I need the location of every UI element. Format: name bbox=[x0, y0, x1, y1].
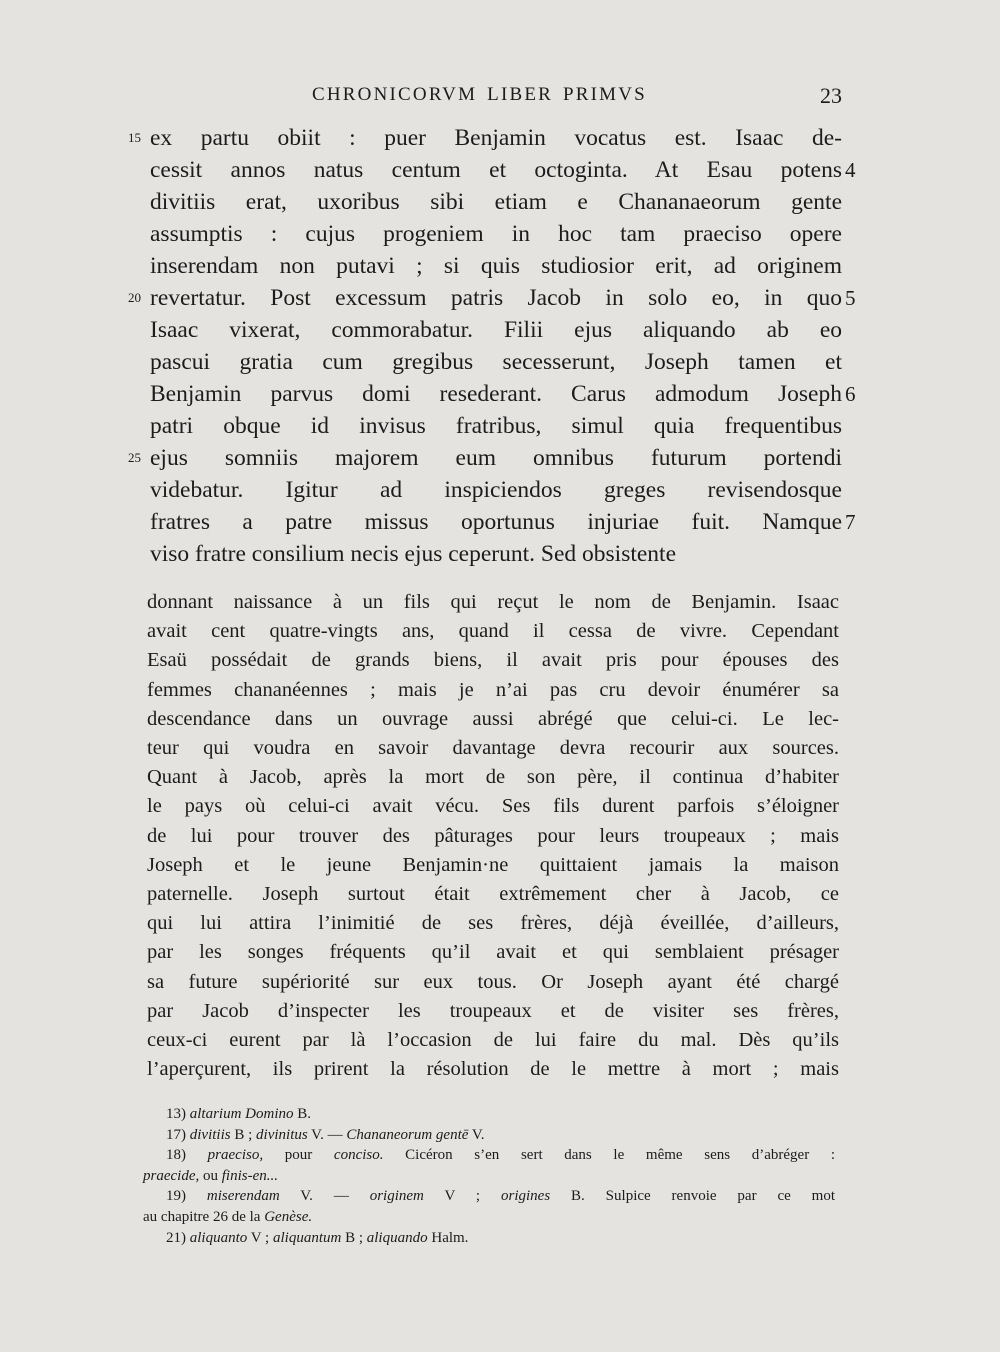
line-number: 15 bbox=[128, 130, 141, 145]
footnote-text: ou bbox=[199, 1167, 222, 1184]
footnote-ref: 13) bbox=[166, 1106, 186, 1122]
footnote-text: B. bbox=[293, 1106, 312, 1122]
footnote-italic: praeciso, bbox=[207, 1147, 264, 1164]
latin-line: patri obque id invisus fratribus, simul quia frequentibus bbox=[150, 413, 842, 439]
french-line: le pays où celui-ci avait vécu. Ses fils durent parfois s’éloigner bbox=[147, 795, 839, 818]
footnote-line bbox=[166, 1186, 835, 1207]
footnote-line bbox=[166, 1228, 835, 1249]
running-title: CHRONICORVM LIBER PRIMVS bbox=[312, 84, 647, 105]
latin-line: Isaac vixerat, commorabatur. Filii ejus aliquando ab eo bbox=[150, 317, 842, 343]
footnote-ref: 18) bbox=[166, 1147, 186, 1164]
footnote-line bbox=[166, 1104, 835, 1125]
latin-line: revertatur. Post excessum patris Jacob in solo eo, in quo bbox=[150, 285, 842, 311]
footnote-text: V ; bbox=[423, 1188, 501, 1205]
french-line: avait cent quatre-vingts ans, quand il cessa de vivre. Cependant bbox=[147, 620, 839, 643]
footnote-italic: origines bbox=[500, 1188, 551, 1205]
section-number: 4 bbox=[845, 158, 856, 182]
line-number: 20 bbox=[128, 290, 141, 305]
footnote-text: B ; bbox=[341, 1229, 367, 1246]
french-line: Esaü possédait de grands biens, il avait pris pour épouses des bbox=[147, 649, 839, 672]
footnote-italic: praecide, bbox=[143, 1167, 200, 1184]
footnote-ref: 21) bbox=[166, 1229, 186, 1246]
french-line: par les songes fréquents qu’il avait et qui semblaient présager bbox=[147, 941, 839, 964]
footnote-text: pour bbox=[263, 1147, 334, 1164]
footnote-italic: conciso. bbox=[333, 1147, 384, 1164]
footnote-italic: divitiis bbox=[189, 1126, 231, 1143]
latin-line: ex partu obiit : puer Benjamin vocatus est. Isaac de- bbox=[150, 125, 842, 151]
footnote-line bbox=[143, 1207, 835, 1228]
french-line: qui lui attira l’inimitié de ses frères, déjà éveillée, d’ailleurs, bbox=[147, 912, 839, 935]
latin-line: cessit annos natus centum et octoginta. At Esau potens bbox=[150, 157, 842, 183]
footnote-text: V. — bbox=[279, 1188, 370, 1205]
footnote-text: Halm. bbox=[427, 1229, 469, 1246]
french-line: femmes chananéennes ; mais je n’ai pas cru devoir énumérer sa bbox=[147, 678, 839, 701]
french-line: ceux-ci eurent par là l’occasion de lui faire du mal. Dès qu’ils bbox=[147, 1029, 839, 1051]
footnote-italic: aliquanto bbox=[189, 1229, 248, 1246]
footnote-italic: miserendam bbox=[206, 1188, 280, 1205]
footnote-line bbox=[166, 1145, 835, 1166]
line-number: 25 bbox=[128, 450, 141, 465]
french-line: par Jacob d’inspecter les troupeaux et de visiter ses frères, bbox=[147, 999, 839, 1022]
footnote-italic: divinitus bbox=[256, 1126, 308, 1143]
french-line: descendance dans un ouvrage aussi abrégé que celui-ci. Le lec- bbox=[147, 707, 839, 730]
french-line: sa future supériorité sur eux tous. Or Joseph ayant été chargé bbox=[147, 970, 839, 993]
french-line: donnant naissance à un fils qui reçut le nom de Benjamin. Isaac bbox=[147, 591, 839, 613]
latin-line: inserendam non putavi ; si quis studiosior erit, ad originem bbox=[150, 253, 842, 279]
section-number: 7 bbox=[845, 510, 856, 534]
french-line: l’aperçurent, ils prirent la résolution de le mettre à mort ; mais bbox=[147, 1058, 839, 1081]
french-line: Joseph et le jeune Benjamin·ne quittaient jamais la maison bbox=[147, 853, 839, 876]
latin-line: Benjamin parvus domi resederant. Carus admodum Joseph bbox=[150, 381, 842, 407]
latin-line: fratres a patre missus oportunus injuriae fuit. Namque bbox=[150, 509, 842, 535]
latin-line: assumptis : cujus progeniem in hoc tam praeciso opere bbox=[150, 221, 842, 247]
page-number: 23 bbox=[820, 83, 842, 108]
footnote-text: au chapitre 26 de la bbox=[143, 1209, 265, 1225]
section-number: 5 bbox=[845, 286, 856, 310]
french-line: Quant à Jacob, après la mort de son père, il continua d’habiter bbox=[147, 766, 839, 789]
footnote-text: V. bbox=[468, 1126, 485, 1143]
footnote-italic: Chananeorum gentē bbox=[346, 1126, 469, 1143]
footnote-ref: 17) bbox=[166, 1126, 186, 1143]
footnote-text: V. — bbox=[307, 1126, 347, 1143]
section-number: 6 bbox=[845, 382, 856, 406]
french-line: teur qui voudra en savoir davantage devra recourir aux sources. bbox=[147, 737, 839, 759]
latin-line: ejus somniis majorem eum omnibus futurum portendi bbox=[150, 445, 842, 471]
latin-line: videbatur. Igitur ad inspiciendos greges revisendosque bbox=[150, 477, 842, 503]
footnote-italic: finis-en... bbox=[221, 1167, 278, 1184]
latin-line: viso fratre consilium necis ejus ceperunt. Sed obsistente bbox=[150, 541, 677, 567]
footnote-italic: aliquantum bbox=[272, 1229, 342, 1246]
footnote-text: B. Sulpice renvoie par ce mot bbox=[550, 1188, 835, 1205]
footnote-line bbox=[143, 1166, 835, 1187]
footnote-italic: Genèse. bbox=[264, 1209, 313, 1225]
footnote-italic: altarium Domino bbox=[189, 1106, 294, 1122]
footnote-text: Cicéron s’en sert dans le même sens d’abréger : bbox=[383, 1147, 836, 1164]
french-line: paternelle. Joseph surtout était extrêmement cher à Jacob, ce bbox=[147, 883, 839, 905]
footnote-line bbox=[166, 1125, 835, 1146]
latin-line: pascui gratia cum gregibus secesserunt, Joseph tamen et bbox=[150, 349, 842, 375]
footnote-text: B ; bbox=[230, 1126, 257, 1143]
latin-line: divitiis erat, uxoribus sibi etiam e Chananaeorum gente bbox=[150, 189, 842, 215]
footnote-text: V ; bbox=[247, 1229, 273, 1246]
footnote-italic: originem bbox=[369, 1188, 424, 1205]
footnote-ref: 19) bbox=[166, 1188, 186, 1205]
french-line: de lui pour trouver des pâturages pour leurs troupeaux ; mais bbox=[147, 824, 839, 847]
running-head bbox=[150, 84, 842, 114]
footnote-italic: aliquando bbox=[366, 1229, 428, 1246]
